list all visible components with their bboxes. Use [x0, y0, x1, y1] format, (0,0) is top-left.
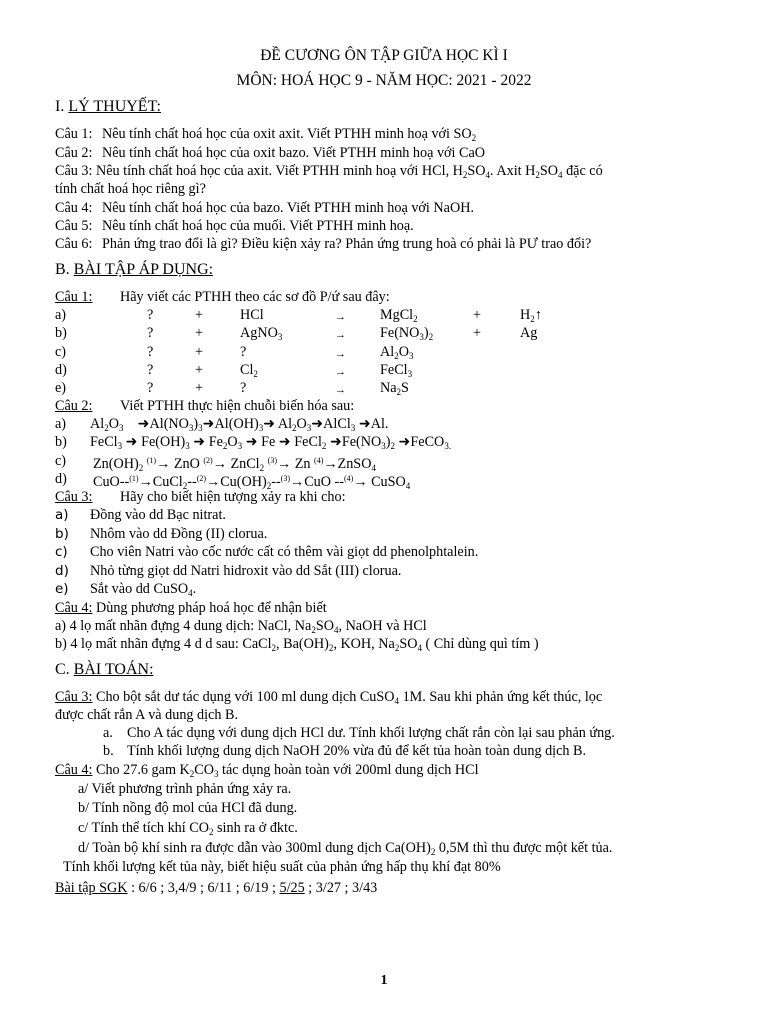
item-text — [90, 543, 478, 561]
plus-sign — [195, 306, 203, 324]
textbook-exercises — [55, 879, 377, 897]
reaction-arrow-icon: → — [335, 329, 346, 342]
problem-4-item-a: a/ Viết phương trình phản ứng xảy ra. — [78, 781, 292, 797]
theory-question-4 — [55, 199, 474, 217]
item-text-main: Nhôm vào dd Đồng (II) clorua. — [90, 525, 268, 542]
product-2-text: Ag — [520, 325, 538, 342]
section-heading-exercises — [55, 261, 213, 279]
item-letter: a) — [55, 507, 69, 523]
subscript: 4 — [558, 170, 563, 180]
item-text-main: Sắt vào dd CuSO — [90, 581, 189, 598]
reactant-1-text: ? — [147, 380, 154, 397]
subscript: 2 — [394, 350, 399, 361]
question-text: Nêu tính chất hoá học của muối. Viết PTHH minh hoạ. — [101, 218, 414, 234]
item-text: Tính khối lượng dung dịch NaOH 20% vừa đủ để kết tủa hoàn toàn dung dịch B. — [127, 743, 587, 759]
item-letter: a. — [103, 725, 113, 741]
subscript: 2 — [253, 368, 258, 379]
subscript: 2 — [471, 133, 477, 143]
reactant-1-text: ? — [147, 325, 154, 342]
theory-question-5 — [55, 217, 414, 235]
reactant-1 — [147, 343, 153, 361]
problem-3-item-a — [103, 724, 615, 742]
plus-sign-text: + — [473, 325, 482, 342]
question-text: Hãy viết các PTHH theo các sơ đồ P/ứ sau đây: — [119, 289, 390, 305]
question-text-part: 1M. Sau khi phản ứng kết thúc, lọc — [399, 689, 603, 705]
identification-text: a) 4 lọ mất nhãn đựng 4 dung dịch: NaCl, Na — [55, 618, 312, 634]
question-label: Câu 6: — [55, 236, 93, 252]
product-1-text: Al — [380, 343, 395, 360]
item-letter: d) — [55, 562, 69, 579]
exercise-question-2 — [55, 397, 354, 415]
question-text-part: SO — [539, 163, 559, 179]
section-prefix: C. — [55, 661, 70, 678]
product-1-text: Fe(NO — [380, 325, 420, 342]
row-letter-text: b) — [55, 325, 67, 342]
question-text: Nêu tính chất hoá học của axit. Viết PTHH minh hoạ với HCl, H — [95, 163, 463, 179]
question-text: Cho 27.6 gam K — [95, 762, 190, 778]
reaction-arrow-icon: → — [335, 347, 346, 360]
reactant-1-text: ? — [147, 307, 154, 323]
item-letter: c) — [55, 453, 67, 469]
question-text: Cho bột sắt dư tác dụng với 100 ml dung dịch CuSO — [95, 689, 395, 705]
identification-note: ( Chỉ dùng quì tím ) — [421, 636, 539, 652]
question-label: Câu 5: — [55, 218, 93, 234]
subscript: 2 — [428, 332, 434, 343]
reactant-2-text: Cl — [240, 361, 254, 378]
subscript: 3 — [419, 332, 424, 343]
reaction-arrow-icon: → — [335, 384, 346, 397]
phenomenon-item — [55, 506, 226, 524]
row-letter — [55, 343, 66, 361]
section-title: BÀI TOÁN: — [73, 661, 154, 678]
item-text — [90, 506, 226, 524]
question-label: Câu 3: — [55, 689, 93, 705]
reactant-2-text: ? — [240, 380, 247, 397]
exercise-question-1 — [55, 288, 390, 306]
product-1-tail: O — [398, 343, 409, 360]
theory-question-2 — [55, 144, 485, 162]
textbook-label: Bài tập SGK — [55, 880, 128, 896]
reactant-2-text: HCl — [240, 307, 264, 323]
subscript: 4 — [394, 696, 400, 706]
item-text: Cho A tác dụng với dung dịch HCl dư. Tính khối lượng chất rắn còn lại sau phản ứng. — [127, 725, 615, 741]
product-1-tail: ) — [423, 325, 429, 342]
plus-sign-text: + — [195, 361, 204, 378]
chain-formula: $Al_2O_3$ $➜Al(NO_3)_3➜Al(OH)_3➜$ $Al_2O_3➜AlCl_3$ ➜Al. — [90, 416, 389, 433]
textbook-item-underlined: 5/25 — [279, 880, 305, 896]
identification-a: a) 4 lọ mất nhãn đựng 4 dung dịch: NaCl, $Na_2SO_4$, NaOH và HCl — [55, 618, 427, 635]
item-letter: b) — [55, 434, 67, 450]
item-text — [90, 562, 401, 580]
section-title: LÝ THUYẾT: — [68, 98, 161, 115]
item-text-main: Cho viên Natri vào cốc nước cất có thêm vài giọt dd phenolphtalein. — [90, 544, 479, 561]
row-letter — [55, 324, 67, 342]
item-text-part: sinh ra ở đktc. — [213, 820, 298, 836]
item-letter: b. — [103, 743, 114, 759]
subscript: 4 — [485, 170, 491, 180]
subscript: 2 — [535, 170, 540, 180]
reactant-1 — [147, 379, 153, 397]
question-text-part: đặc có — [562, 163, 603, 179]
item-text: d/ Toàn bộ khí sinh ra được dẫn vào 300ml dung dịch Ca(OH) — [78, 840, 431, 856]
product-1-text: MgCl — [380, 307, 414, 323]
question-text: Hãy cho biết hiện tượng xảy ra khi cho: — [119, 489, 346, 505]
reactant-1 — [147, 361, 153, 379]
plus-sign-text: + — [473, 307, 482, 323]
subscript: 2 — [530, 314, 535, 324]
section-prefix: B. — [55, 261, 70, 278]
chain-formula: $Zn(OH)_2$ $^{(1)}$→ ZnO $^{(2)}$→ ZnCl$_2$ $^{(3)}$→ Zn $^{(4)}$→ZnSO$_4$ — [93, 456, 376, 473]
item-text: c/ Tính thể tích khí CO — [78, 820, 209, 836]
question-label: Câu 2: — [55, 145, 93, 161]
subscript: 3 — [408, 350, 414, 361]
item-text-main: Đồng vào dd Bạc nitrat. — [90, 507, 226, 523]
identification-b: b) 4 lọ mất nhãn đựng 4 d d sau: CaCl$_2$, $Ba(OH)_2$, KOH, $Na_2SO_4$ ( Chỉ dùng quì tím ) — [55, 636, 539, 653]
reactant-1 — [147, 306, 153, 324]
plus-sign-text: + — [195, 380, 204, 397]
subscript: 2 — [413, 314, 418, 324]
plus-sign-text: + — [195, 325, 204, 342]
exercise-question-3 — [55, 488, 346, 506]
question-label: Câu 4: — [55, 762, 93, 778]
item-text — [90, 525, 267, 543]
row-letter-text: c) — [55, 343, 67, 360]
theory-question-3-continued: tính chất hoá học riêng gì? — [55, 181, 206, 197]
subscript: 3 — [407, 368, 413, 379]
gas-arrow-icon: ↑ — [534, 307, 542, 323]
row-letter-text: e) — [55, 380, 67, 397]
item-text-main: Nhỏ từng giọt dd Natri hidroxit vào dd Sắt (III) clorua. — [90, 562, 402, 579]
item-letter: d) — [55, 471, 67, 487]
identification-text: b) 4 lọ mất nhãn đựng 4 d d sau: CaCl — [55, 636, 272, 652]
subscript: 2 — [189, 769, 195, 779]
item-letter: c) — [55, 544, 68, 561]
row-letter — [55, 379, 66, 397]
textbook-list: : 6/6 ; 3,4/9 ; 6/11 ; 6/19 ; — [127, 880, 280, 896]
subscript: 2 — [208, 827, 214, 837]
plus-sign — [195, 361, 203, 379]
problem-4-item-d-continued: Tính khối lượng kết tủa này, biết hiệu suất của phản ứng hấp thụ khí đạt 80% — [63, 859, 501, 875]
document-title: ĐỀ CƯƠNG ÔN TẬP GIỮA HỌC KÌ I — [260, 47, 508, 64]
plus-sign — [195, 324, 203, 342]
phenomenon-item — [55, 543, 479, 561]
exercise-question-4 — [55, 599, 327, 617]
reactant-2-text: ? — [240, 343, 247, 360]
chain-formula: FeCl$_3$ ➜ $Fe(OH)_3$ ➜ $Fe_2O_3$ ➜ Fe ➜ FeCl$_2$ $➜Fe(NO_3)_2$ ➜FeCO$_{3.}$ — [90, 434, 452, 451]
chain-formula: CuO-$-^{(1)}\to CuCl_2--^{(2)}\to Cu(OH)_2--^{(3)}\to CuO$ --$^{(4)}$→ CuSO$_4$ — [93, 474, 411, 491]
textbook-list-tail: ; 3/27 ; 3/43 — [304, 880, 378, 896]
document-subtitle: MÔN: HOÁ HỌC 9 - NĂM HỌC: 2021 - 2022 — [236, 72, 532, 89]
plus-sign — [195, 343, 203, 361]
reaction-arrow-icon: → — [335, 365, 346, 378]
question-label: Câu 4: — [55, 200, 93, 216]
subscript: 2 — [430, 847, 436, 857]
question-label: Câu 2: — [55, 398, 93, 414]
question-text: Viết PTHH thực hiện chuỗi biến hóa sau: — [119, 398, 355, 414]
reactant-1-text: ? — [147, 361, 154, 378]
problem-4-item-b: b/ Tính nồng độ mol của HCl đã dung. — [78, 800, 298, 816]
question-label: Câu 4: — [55, 600, 93, 616]
reactant-1 — [147, 324, 153, 342]
phenomenon-item — [55, 562, 402, 580]
section-heading-theory — [55, 98, 161, 116]
question-text-part: . Axit H — [490, 163, 536, 179]
row-letter-text: d) — [55, 361, 67, 378]
product-2-text: H — [520, 307, 531, 323]
problem-3-item-b — [103, 742, 587, 760]
row-letter — [55, 361, 67, 379]
product-1-tail: S — [401, 380, 409, 397]
product-1 — [380, 379, 409, 401]
question-text: Nêu tính chất hoá học của bazo. Viết PTHH minh hoạ với NaOH. — [101, 200, 475, 216]
reactant-2 — [240, 324, 282, 346]
page-number: 1 — [380, 973, 388, 988]
question-text: Nêu tính chất hoá học của oxit axit. Viết PTHH minh hoạ với SO — [101, 126, 472, 142]
section-prefix: I. — [55, 98, 65, 115]
reactant-2 — [240, 306, 264, 324]
product-1-text: FeCl — [380, 361, 408, 378]
phenomenon-item — [55, 525, 268, 543]
theory-question-6 — [55, 235, 591, 253]
row-letter — [55, 306, 66, 324]
product-1-text: Na — [380, 380, 397, 397]
subscript: 3 — [214, 769, 219, 779]
reactant-2-text: AgNO — [240, 325, 278, 342]
question-text: Nêu tính chất hoá học của oxit bazo. Viết PTHH minh hoạ với CaO — [101, 145, 486, 161]
question-text-part: CO — [194, 762, 214, 778]
phenomenon-item — [55, 580, 197, 599]
problem-4-item-c — [78, 819, 298, 841]
reactant-2 — [240, 343, 246, 361]
item-text-tail: . — [192, 581, 197, 598]
reactant-2 — [240, 379, 246, 397]
question-text-part: tác dụng hoàn toàn với 200ml dung dịch HCl — [218, 762, 479, 778]
plus-sign-text: + — [195, 343, 204, 360]
question-label: Câu 1: — [55, 126, 93, 142]
plus-sign — [473, 324, 481, 342]
question-label: Câu 3: — [55, 163, 93, 179]
product-2 — [520, 324, 537, 342]
reaction-arrow-icon: → — [335, 311, 346, 323]
plus-sign — [195, 379, 203, 397]
section-heading-problems — [55, 661, 154, 679]
question-text-part: SO — [467, 163, 486, 179]
subscript: 2 — [462, 170, 468, 180]
problem-question-3-continued: được chất rắn A và dung dịch B. — [55, 707, 239, 723]
question-label: Câu 1: — [55, 289, 93, 305]
plus-sign-text: + — [195, 307, 204, 323]
item-letter: b) — [55, 525, 69, 542]
row-letter-text: a) — [55, 307, 67, 323]
item-text-part: 0,5M thì thu được một kết tủa. — [435, 840, 613, 856]
question-text: Phản ứng trao đổi là gì? Điều kiện xảy ra? Phản ứng trung hoà có phải là PƯ trao đổi? — [101, 236, 592, 252]
subscript: 2 — [396, 387, 402, 398]
question-label: Câu 3: — [55, 489, 93, 505]
question-text: Dùng phương pháp hoá học để nhận biết — [95, 600, 327, 616]
item-letter: a) — [55, 416, 67, 432]
subscript: 4 — [188, 588, 193, 599]
reactant-1-text: ? — [147, 343, 154, 360]
plus-sign — [473, 306, 481, 324]
section-title: BÀI TẬP ÁP DỤNG: — [73, 261, 214, 278]
subscript: 3 — [277, 332, 283, 343]
item-letter: e) — [55, 581, 69, 598]
